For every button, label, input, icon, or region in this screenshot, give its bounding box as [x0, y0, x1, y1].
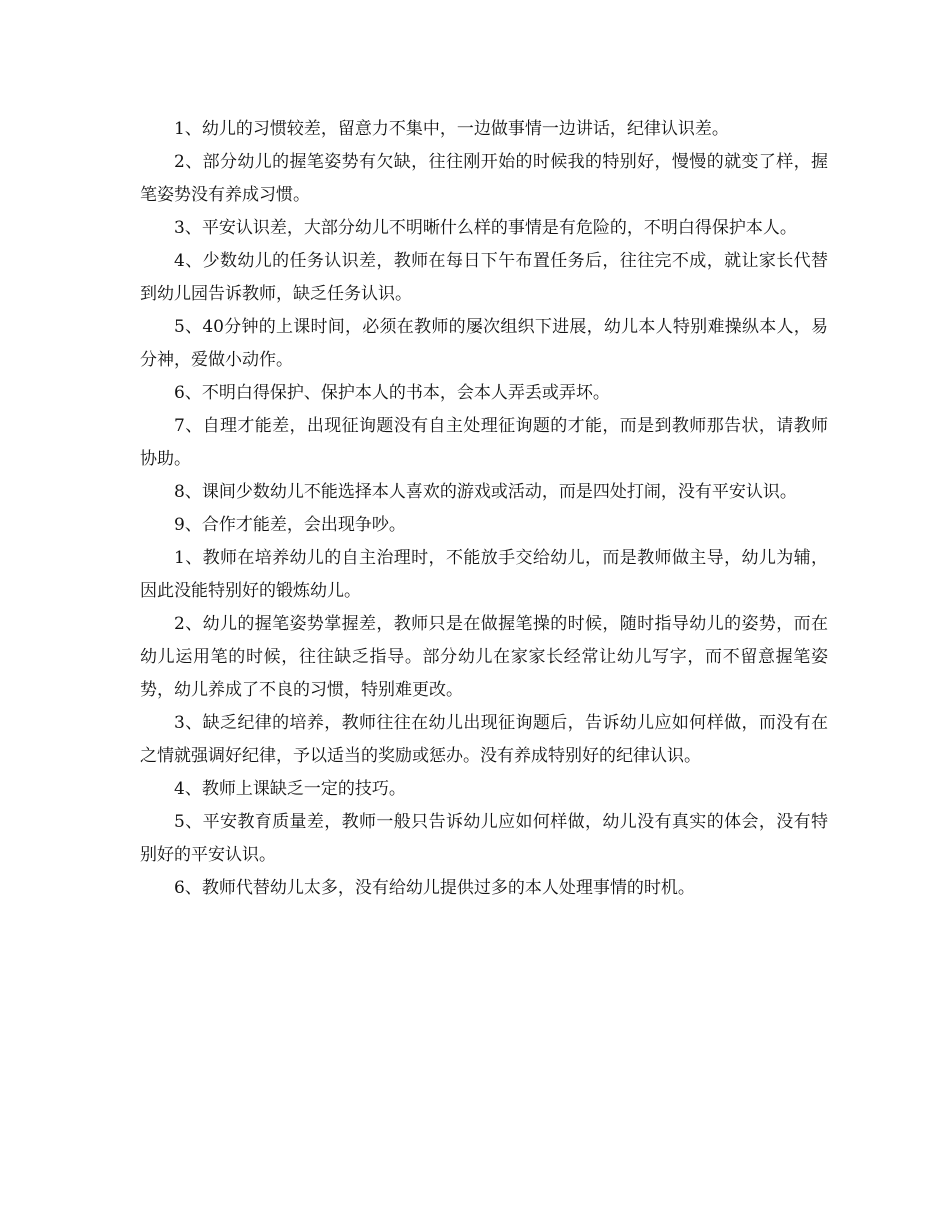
paragraph-13: 4、教师上课缺乏一定的技巧。: [174, 779, 406, 799]
paragraph-8: 8、课间少数幼儿不能选择本人喜欢的游戏或活动，而是四处打闹，没有平安认识。: [174, 482, 797, 502]
paragraph-11: 2、幼儿的握笔姿势掌握差，教师只是在做握笔操的时候，随时指导幼儿的姿势，而在幼儿运用笔的时候，往往缺乏指导。部分幼儿在家家长经常让幼儿写字，而不留意握笔姿势，幼儿养成了不良的习惯，特别难更改。: [140, 614, 828, 700]
paragraph-1: 1、幼儿的习惯较差，留意力不集中，一边做事情一边讲话，纪律认识差。: [174, 119, 729, 139]
paragraph-3: 3、平安认识差，大部分幼儿不明晰什么样的事情是有危险的，不明白得保护本人。: [174, 218, 797, 238]
paragraph-2: 2、部分幼儿的握笔姿势有欠缺，往往刚开始的时候我的特别好，慢慢的就变了样，握笔姿势没有养成习惯。: [140, 152, 828, 205]
paragraph-10: 1、教师在培养幼儿的自主治理时，不能放手交给幼儿，而是教师做主导，幼儿为辅，因此没能特别好的锻炼幼儿。: [140, 548, 828, 601]
paragraph-15: 6、教师代替幼儿太多，没有给幼儿提供过多的本人处理事情的时机。: [174, 878, 695, 898]
paragraph-7: 7、自理才能差，出现征询题没有自主处理征询题的才能，而是到教师那告状，请教师协助。: [140, 416, 828, 469]
paragraph-5: 5、40分钟的上课时间，必须在教师的屡次组织下进展，幼儿本人特别难操纵本人，易分神，爱做小动作。: [140, 317, 828, 370]
paragraph-12: 3、缺乏纪律的培养，教师往往在幼儿出现征询题后，告诉幼儿应如何样做，而没有在之情就强调好纪律，予以适当的奖励或惩办。没有养成特别好的纪律认识。: [140, 713, 828, 766]
paragraph-4: 4、少数幼儿的任务认识差，教师在每日下午布置任务后，往往完不成，就让家长代替到幼儿园告诉教师，缺乏任务认识。: [140, 251, 828, 304]
paragraph-6: 6、不明白得保护、保护本人的书本，会本人弄丢或弄坏。: [174, 383, 610, 403]
paragraph-9: 9、合作才能差，会出现争吵。: [174, 515, 406, 535]
document-body: [140, 113, 828, 905]
paragraph-14: 5、平安教育质量差，教师一般只告诉幼儿应如何样做，幼儿没有真实的体会，没有特别好的平安认识。: [140, 812, 828, 865]
